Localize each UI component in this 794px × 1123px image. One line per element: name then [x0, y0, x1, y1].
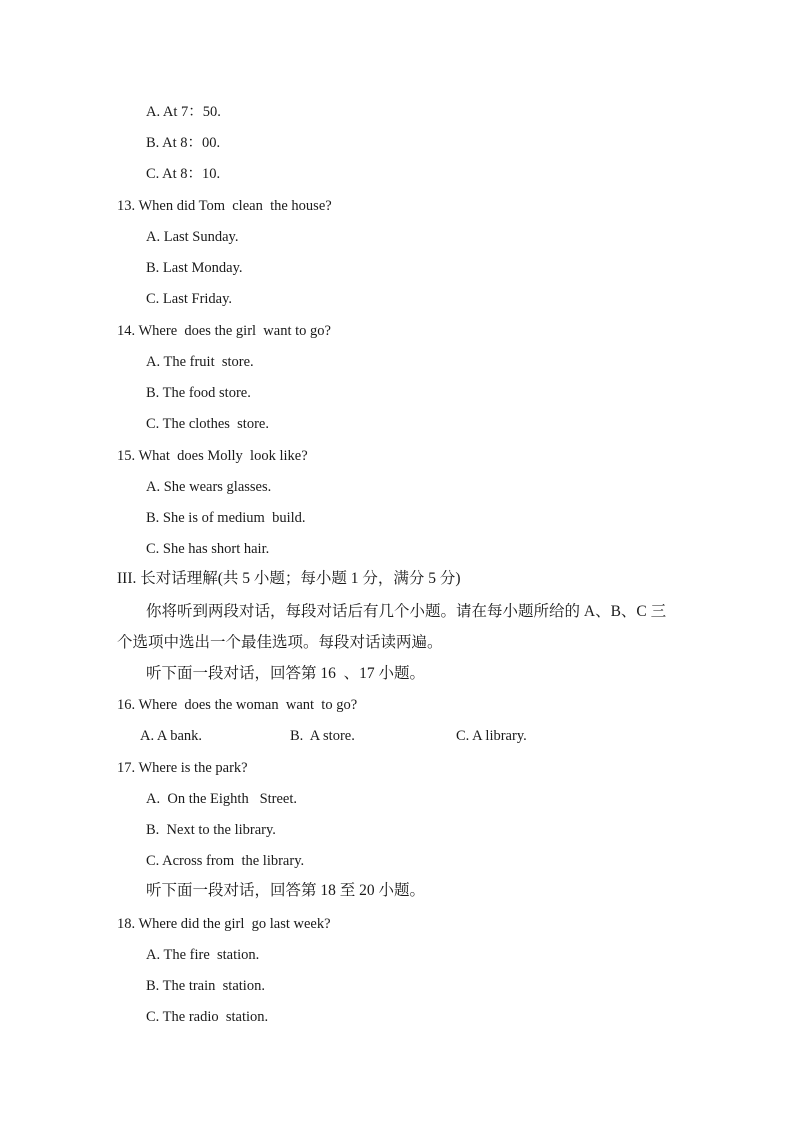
instruction-text: 听下面一段对话，回答第 16 、17 小题。: [146, 665, 426, 682]
answer-option: B. Next to the library.: [146, 822, 276, 838]
option-c: C. A library.: [456, 728, 527, 744]
question-text: 18. Where did the girl go last week?: [117, 916, 331, 932]
answer-option: A. On the Eighth Street.: [146, 791, 298, 807]
answer-option: C. She has short hair.: [146, 541, 270, 557]
instruction-text: 听下面一段对话，回答第 18 至 20 小题。: [146, 882, 426, 899]
answer-option: A. At 7：50.: [146, 104, 221, 120]
answer-option: C. At 8：10.: [146, 166, 221, 182]
answer-option: B. The train station.: [146, 978, 265, 994]
answer-option: B. Last Monday.: [146, 260, 243, 276]
question-text: 14. Where does the girl want to go?: [117, 323, 331, 339]
answer-option: C. The radio station.: [146, 1009, 269, 1025]
answer-option: C. Last Friday.: [146, 291, 233, 307]
instruction-text: 个选项中选出一个最佳选项。每段对话读两遍。: [117, 634, 443, 651]
option-a: A. A bank.: [140, 728, 203, 744]
section-heading: III. 长对话理解(共 5 小题；每小题 1 分，满分 5 分): [117, 570, 461, 587]
instruction-text: 你将听到两段对话，每段对话后有几个小题。请在每小题所给的 A、B、C 三: [146, 603, 667, 620]
answer-option: B. At 8：00.: [146, 135, 221, 151]
question-text: 17. Where is the park?: [117, 760, 248, 776]
answer-option: A. Last Sunday.: [146, 229, 239, 245]
answer-option: A. The fruit store.: [146, 354, 254, 370]
answer-option: C. Across from the library.: [146, 853, 305, 869]
question-text: 13. When did Tom clean the house?: [117, 198, 332, 214]
answer-option: A. She wears glasses.: [146, 479, 272, 495]
answer-option: B. The food store.: [146, 385, 251, 401]
answer-option: A. The fire station.: [146, 947, 260, 963]
option-b: B. A store.: [290, 728, 355, 744]
question-text: 16. Where does the woman want to go?: [117, 697, 358, 713]
question-text: 15. What does Molly look like?: [117, 448, 308, 464]
answer-option: B. She is of medium build.: [146, 510, 306, 526]
answer-option: C. The clothes store.: [146, 416, 269, 432]
